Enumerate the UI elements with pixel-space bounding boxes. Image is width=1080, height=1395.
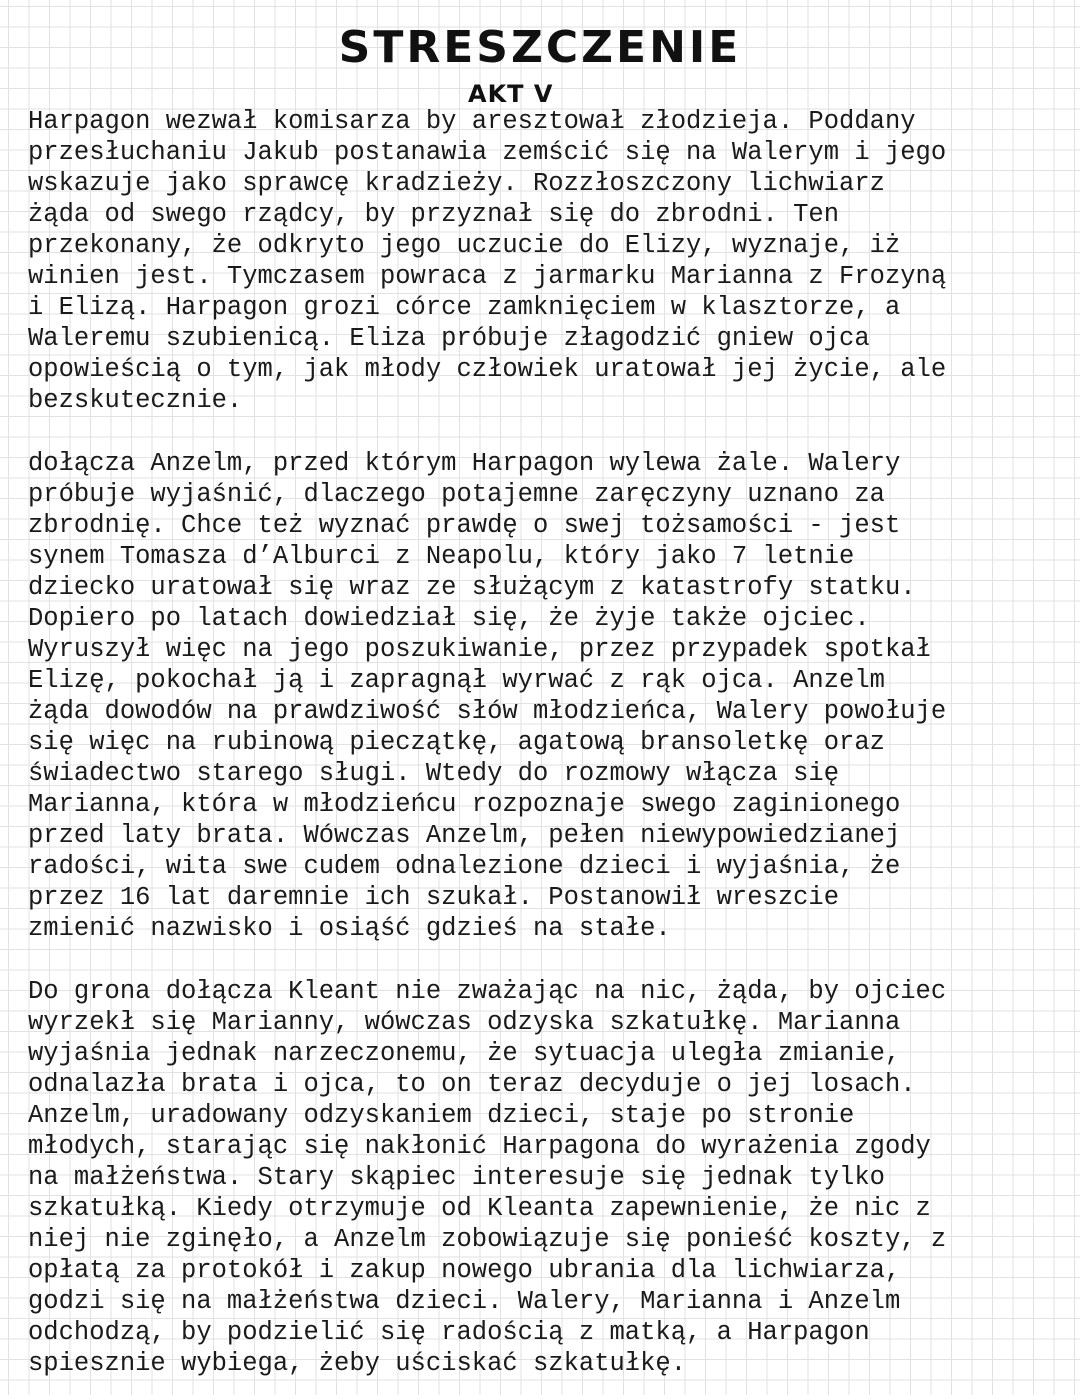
summary-paragraph-2: dołącza Anzelm, przed którym Harpagon wylewa żale. Walery próbuje wyjaśnić, dlaczego potajemne zaręczyny uznano za zbrodnię. Chce też wyznać prawdę o swej tożsamości - jest synem Tomasza d’Alburci z Neapolu, który jako 7 letnie dziecko uratował się wraz ze służącym z katastrofy statku. Dopiero po latach dowiedział się, że żyje także ojciec. Wyruszył więc na jego poszukiwanie, przez przypadek spotkał Elizę, pokochał ją i zapragnął wyrwać z rąk ojca. Anzelm żąda dowodów na prawdziwość słów młodzieńca, Walery powołuje się więc na rubinową pieczątkę, agatową bransoletkę oraz świadectwo starego sługi. Wtedy do rozmowy włącza się Marianna, która w młodzieńcu rozpoznaje swego zaginionego przed laty brata. Wówczas Anzelm, pełen niewypowiedzianej radości, wita swe cudem odnalezione dzieci i wyjaśnia, że przez 16 lat daremnie ich szukał. Postanowił wreszcie zmienić nazwisko i osiąść gdzieś na stałe. xyxy=(28,449,947,943)
summary-paragraph-3: Do grona dołącza Kleant nie zważając na nic, żąda, by ojciec wyrzekł się Marianny, wówczas odzyska szkatułkę. Marianna wyjaśnia jednak narzeczonemu, że sytuacja uległa zmianie, odnalazła brata i ojca, to on teraz decyduje o jej losach. Anzelm, uradowany odzyskaniem dzieci, staje po stronie młodych, starając się nakłonić Harpagona do wyrażenia zgody na małżeństwa. Stary skąpiec interesuje się jednak tylko szkatułką. Kiedy otrzymuje od Kleanta zapewnienie, że nic z niej nie zginęło, a Anzelm zobowiązuje się ponieść koszty, z opłatą za protokół i zakup nowego ubrania dla lichwiarza, godzi się na małżeństwa dzieci. Walery, Marianna i Anzelm odchodzą, by podzielić się radością z matką, a Harpagon spiesznie wybiega, żeby uściskać szkatułkę. xyxy=(28,977,947,1378)
page-title: STRESZCZENIE xyxy=(338,22,742,73)
act-subtitle: AKT V xyxy=(468,80,554,108)
summary-paragraph-1: Harpagon wezwał komisarza by aresztował złodzieja. Poddany przesłuchaniu Jakub postanawia zemścić się na Walerym i jego wskazuje jako sprawcę kradzieży. Rozzłoszczony lichwiarz żąda od swego rządcy, by przyznał się do zbrodni. Ten przekonany, że odkryto jego uczucie do Elizy, wyznaje, iż winien jest. Tymczasem powraca z jarmarku Marianna z Frozyną i Elizą. Harpagon grozi córce zamknięciem w klasztorze, a Waleremu szubienicą. Eliza próbuje złagodzić gniew ojca opowieścią o tym, jak młody człowiek uratował jej życie, ale bezskutecznie. xyxy=(28,107,947,415)
